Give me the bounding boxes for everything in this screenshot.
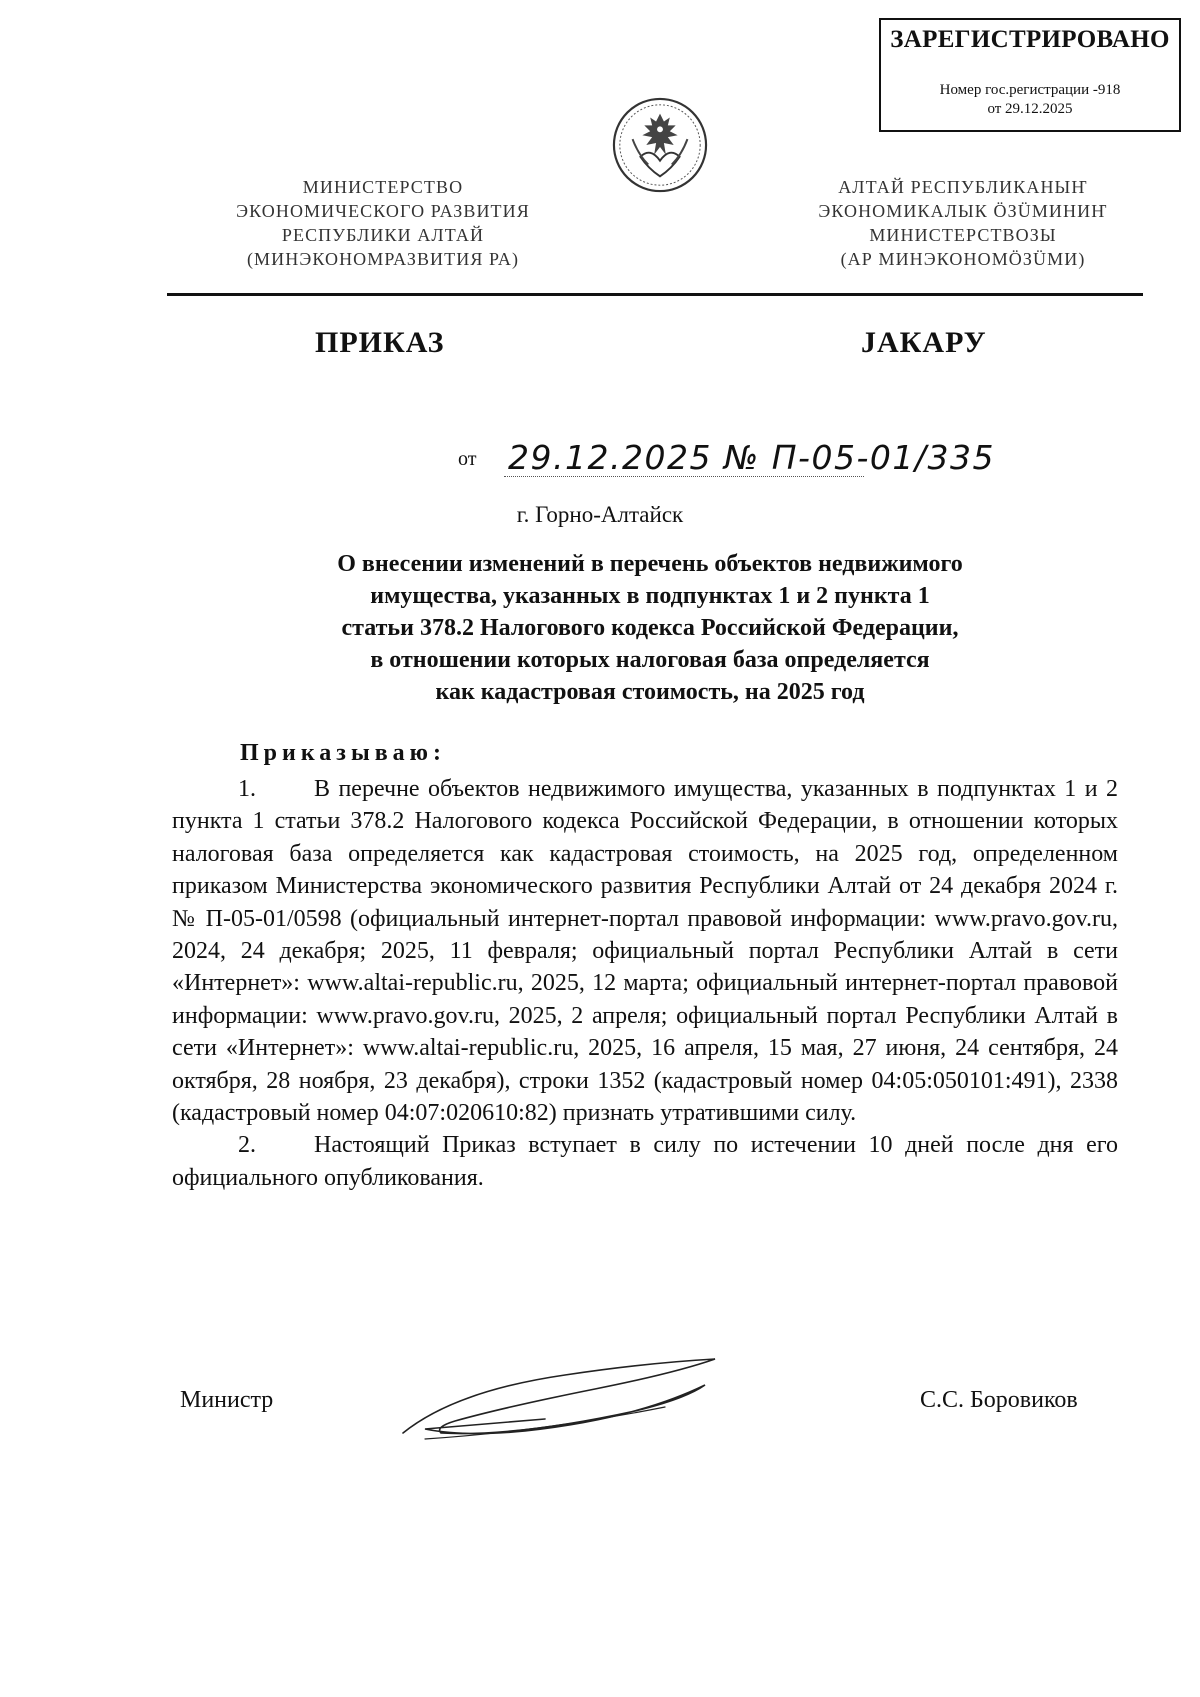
- header-left-line: ЭКОНОМИЧЕСКОГО РАЗВИТИЯ: [236, 201, 530, 221]
- header-left-line: РЕСПУБЛИКИ АЛТАЙ: [281, 225, 485, 245]
- header-right-line: МИНИСТЕРСТВОЗЫ: [869, 225, 1057, 245]
- order-title-russian: ПРИКАЗ: [315, 326, 445, 359]
- stamp-reg-date: от 29.12.2025: [987, 101, 1073, 117]
- header-right-line: ЭКОНОМИКАЛЫК ÖЗÜМИНИҤ: [818, 201, 1108, 221]
- paragraph-2: [172, 1129, 1118, 1194]
- order-title-altai: JАКАРУ: [861, 326, 987, 359]
- header-left-line: (МИНЭКОНОМРАЗВИТИЯ РА): [246, 249, 520, 269]
- orders-intro: Приказываю:: [240, 740, 446, 766]
- paragraph-number: 2.: [238, 1132, 256, 1159]
- signatory-position: Министр: [180, 1387, 274, 1413]
- document-body: [172, 773, 1118, 1194]
- handwritten-signature: [395, 1355, 735, 1455]
- ministry-header-russian: [163, 175, 603, 271]
- registration-stamp: [879, 18, 1181, 132]
- header-left-line: МИНИСТЕРСТВО: [302, 177, 464, 197]
- paragraph-text: Настоящий Приказ вступает в силу по истечении 10 дней после дня его официального опубликования.: [172, 1132, 1118, 1191]
- date-prefix: от: [458, 448, 477, 470]
- title-line: статьи 378.2 Налогового кодекса Российской Федерации,: [341, 615, 959, 641]
- coat-of-arms-icon: [611, 96, 709, 194]
- stamp-reg-number: Номер гос.регистрации -918: [939, 82, 1121, 98]
- paragraph-text: В перечне объектов недвижимого имущества, указанных в подпунктах 1 и 2 пункта 1 статьи 378.2 Налогового кодекса Российской Федерации, в отношении которых налоговая база определяется как кадастровая стоимость, на 2025 год, определенном приказом Министерства экономического развития Республики Алтай от 24 декабря 2024 г. № П-05-01/0598 (официальный интернет-портал правовой информации: www.pravo.gov.ru, 2024, 24 декабря; 2025, 11 февраля; официальный портал Республики Алтай в сети «Интернет»: www.altai-republic.ru, 2025, 12 марта; официальный интернет-портал правовой информации: www.pravo.gov.ru, 2025, 2 апреля; официальный портал Республики Алтай в сети «Интернет»: www.altai-republic.ru, 2025, 16 апреля, 15 мая, 27 июня, 24 сентября, 24 октября, 28 ноября, 23 декабря), строки 1352 (кадастровый номер 04:05:050101:491), 2338 (кадастровый номер 04:07:020610:82) признать утратившими силу.: [172, 776, 1118, 1127]
- city: г. Горно-Алтайск: [516, 502, 684, 527]
- title-line: как кадастровая стоимость, на 2025 год: [435, 679, 865, 705]
- header-divider: [167, 293, 1143, 296]
- handwritten-date-number: 29.12.2025 № П-05-01/335: [508, 438, 995, 477]
- header-right-line: АЛТАЙ РЕСПУБЛИКАНЫҤ: [838, 177, 1088, 197]
- signatory-name: С.С. Боровиков: [920, 1387, 1078, 1413]
- header-right-line: (АР МИНЭКОНОМÖЗÜМИ): [840, 249, 1086, 269]
- paragraph-1: [172, 773, 1118, 1129]
- document-title: [250, 548, 1050, 708]
- title-line: имущества, указанных в подпунктах 1 и 2 пункта 1: [370, 583, 930, 609]
- title-line: в отношении которых налоговая база определяется: [370, 647, 930, 673]
- title-line: О внесении изменений в перечень объектов недвижимого: [337, 551, 963, 577]
- ministry-header-altai: [743, 175, 1183, 271]
- date-underline: [504, 476, 864, 477]
- paragraph-number: 1.: [238, 776, 256, 802]
- stamp-title: ЗАРЕГИСТРИРОВАНО: [890, 26, 1170, 53]
